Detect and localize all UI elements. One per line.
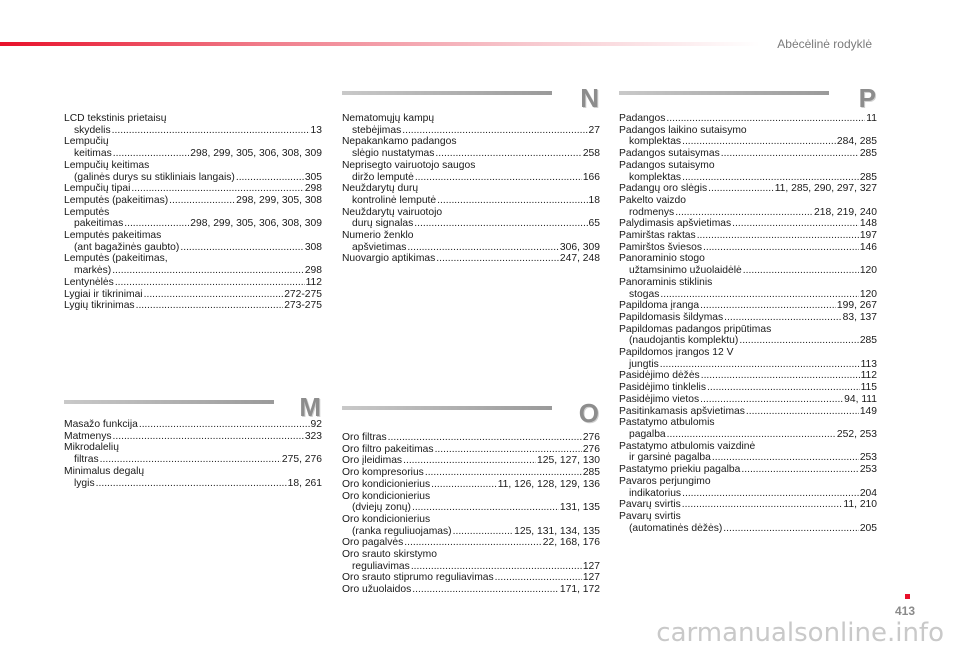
entry-term: Palydimasis apšvietimas <box>619 218 732 230</box>
leader-dots <box>388 432 582 444</box>
entry-term: keitimas <box>74 148 112 160</box>
entry-pages: 148 <box>859 218 877 230</box>
index-entry <box>64 160 322 183</box>
entry-term: Oro pagalvės <box>342 537 404 549</box>
leader-dots <box>682 172 859 184</box>
entry-pages: 258 <box>582 148 600 160</box>
entry-pages: 125, 131, 134, 135 <box>514 525 600 537</box>
entry-pages: 127 <box>582 560 600 572</box>
leader-dots <box>666 113 865 125</box>
leader-dots <box>746 406 859 418</box>
entry-pages: 298 <box>304 265 322 277</box>
entry-pages: 298, 299, 305, 308 <box>236 194 322 206</box>
index-entry <box>64 466 322 489</box>
leader-dots <box>236 172 304 184</box>
index-entry <box>619 242 877 254</box>
leader-dots <box>131 183 303 195</box>
index-entry <box>342 207 600 230</box>
leader-dots <box>139 419 310 431</box>
leader-dots <box>404 537 541 549</box>
index-entry <box>619 183 877 195</box>
entry-term: Masažo funkcija <box>64 419 138 430</box>
entry-term: Pasidėjimo dėžės <box>619 370 700 382</box>
entry-term: Nematomųjų kampų <box>342 113 435 124</box>
entry-pages: 323 <box>304 430 322 442</box>
page-header-title: Abėcėlinė rodyklė <box>777 37 872 51</box>
entry-term: lygis <box>74 477 95 489</box>
entry-pages: 275, 276 <box>281 454 322 466</box>
divider-bar <box>342 91 552 95</box>
index-entry <box>619 511 877 534</box>
entry-pages: 18 <box>588 194 600 206</box>
entry-term: indikatorius <box>629 487 682 499</box>
entry-term: skydelis <box>74 124 111 136</box>
leader-dots <box>700 394 843 406</box>
entry-pages: 205 <box>859 522 877 534</box>
leader-dots <box>431 479 497 491</box>
leader-dots <box>708 183 774 195</box>
entry-term: pakeitimas <box>74 218 124 230</box>
index-entry <box>619 312 877 324</box>
index-entry <box>342 160 600 183</box>
index-entry <box>64 195 322 207</box>
divider-bar <box>342 406 552 410</box>
entry-term: Oro kondicionierius <box>342 513 431 525</box>
index-entry <box>619 417 877 440</box>
entry-term: Lempučių keitimas <box>64 159 150 171</box>
entry-pages: 22, 168, 176 <box>542 537 600 549</box>
entry-pages: 131, 135 <box>559 502 600 514</box>
index-entry <box>619 300 877 312</box>
index-entry <box>619 347 877 370</box>
leader-dots <box>414 218 587 230</box>
entry-pages: 285 <box>859 171 877 183</box>
entry-term: (ant bagažinės gaubto) <box>74 241 180 253</box>
leader-dots <box>96 478 287 490</box>
entry-term: Lemputės (pakeitimas, <box>64 253 168 265</box>
entry-pages: 112 <box>305 276 322 288</box>
leader-dots <box>412 502 559 514</box>
leader-dots <box>402 125 587 137</box>
index-entry <box>342 537 600 549</box>
entry-pages: 306, 309 <box>559 241 600 253</box>
index-entry <box>619 195 877 218</box>
entry-term: Panoraminio stogo <box>619 253 705 265</box>
entry-term: Pavaros perjungimo <box>619 475 711 487</box>
entry-term: ir garsinė pagalba <box>629 452 711 464</box>
leader-dots <box>412 584 559 596</box>
index-entry <box>619 476 877 499</box>
leader-dots <box>495 572 582 584</box>
entry-term: (galinės durys su stikliniais langais) <box>74 171 235 183</box>
entry-term: Lemputės (pakeitimas) <box>64 194 169 206</box>
leader-dots <box>682 136 836 148</box>
entry-term: Oro srauto stiprumo reguliavimas <box>342 572 494 584</box>
leader-dots <box>700 300 836 312</box>
leader-dots <box>435 148 581 160</box>
index-entry <box>342 467 600 479</box>
entry-pages: 197 <box>859 230 877 242</box>
entry-pages: 120 <box>859 265 877 277</box>
entry-pages: 285 <box>859 335 877 347</box>
section-letter: P <box>858 83 877 113</box>
leader-dots <box>403 455 536 467</box>
leader-dots <box>712 452 859 464</box>
watermark: carmanualsonline.info <box>656 618 944 648</box>
entry-term: Oro kondicionierius <box>342 490 431 502</box>
entry-term: apšvietimas <box>352 241 407 253</box>
entry-pages: 285 <box>859 148 877 160</box>
index-column-1-m <box>64 419 322 489</box>
entry-term: Nuovargio aptikimas <box>342 253 436 265</box>
leader-dots <box>741 464 858 476</box>
index-entry <box>619 406 877 418</box>
index-entry <box>342 455 600 467</box>
index-entry <box>619 499 877 511</box>
entry-term: Pastatymo atbulomis <box>619 417 715 429</box>
entry-pages: 252, 253 <box>836 428 877 440</box>
leader-dots <box>112 125 310 137</box>
leader-dots <box>453 526 514 538</box>
entry-term: Oro užuolaidos <box>342 584 412 596</box>
index-entry <box>342 584 600 596</box>
entry-term: diržo lemputė <box>352 171 414 183</box>
index-entry <box>619 148 877 160</box>
entry-term: markės) <box>74 265 112 277</box>
entry-term: Pasitinkamasis apšvietimas <box>619 405 745 417</box>
index-entry <box>342 432 600 444</box>
entry-term: Lygių tikrinimas <box>64 300 135 312</box>
index-entry <box>619 218 877 230</box>
entry-pages: 113 <box>860 358 877 370</box>
entry-term: komplektas <box>629 136 682 148</box>
leader-dots <box>407 242 559 254</box>
index-entry <box>342 253 600 265</box>
entry-term: Padangų oro slėgis <box>619 183 708 195</box>
leader-dots <box>703 242 859 254</box>
entry-pages: 92 <box>310 419 322 430</box>
entry-term: Lygiai ir tikrinimai <box>64 288 143 300</box>
entry-term: Lempučių tipai <box>64 183 131 195</box>
entry-pages: 83, 137 <box>842 311 877 323</box>
leader-dots <box>743 265 859 277</box>
index-entry <box>342 491 600 514</box>
index-entry <box>342 514 600 537</box>
entry-term: jungtis <box>629 358 659 370</box>
entry-term: Pastatymo priekiu pagalba <box>619 464 741 476</box>
entry-pages: 273-275 <box>284 300 322 312</box>
index-entry <box>342 444 600 456</box>
entry-term: Pasidėjimo vietos <box>619 393 700 405</box>
leader-dots <box>437 195 587 207</box>
leader-dots <box>682 499 843 511</box>
entry-pages: 218, 219, 240 <box>814 206 877 218</box>
index-entry <box>64 442 322 465</box>
entry-term: Panoraminis stiklinis <box>619 276 713 288</box>
entry-pages: 284, 285 <box>836 136 877 148</box>
entry-term: Neuždarytų vairuotojo <box>342 206 443 218</box>
entry-term: slėgio nustatymas <box>352 148 435 160</box>
entry-term: Pasidėjimo tinklelis <box>619 382 706 394</box>
entry-pages: 115 <box>860 382 877 394</box>
entry-term: Neuždarytų durų <box>342 183 419 195</box>
entry-term: Pastatymo atbulomis vaizdinė <box>619 440 756 452</box>
entry-pages: 276 <box>582 432 600 443</box>
entry-term: Matmenys <box>64 430 112 442</box>
index-entry <box>342 549 600 572</box>
entry-pages: 247, 248 <box>559 253 600 265</box>
leader-dots <box>113 431 304 443</box>
entry-term: Papildomas padangos pripūtimas <box>619 323 772 335</box>
entry-pages: 298, 299, 305, 306, 308, 309 <box>190 218 322 230</box>
entry-term: Padangos <box>619 113 666 124</box>
entry-pages: 11, 210 <box>843 499 877 511</box>
entry-pages: 305 <box>304 171 322 183</box>
divider-bar <box>619 91 829 95</box>
entry-pages: 18, 261 <box>287 477 322 489</box>
entry-term: Papildomos įrangos 12 V <box>619 347 734 359</box>
index-entry <box>64 277 322 289</box>
index-column-2 <box>342 113 600 265</box>
index-entry <box>64 207 322 230</box>
leader-dots <box>425 467 582 479</box>
entry-pages: 94, 111 <box>844 393 877 405</box>
entry-term: Padangos laikino sutaisymo <box>619 124 747 136</box>
leader-dots <box>115 277 305 289</box>
leader-dots <box>660 289 858 301</box>
entry-pages: 253 <box>859 464 877 476</box>
index-entry <box>342 183 600 206</box>
entry-term: stebėjimas <box>352 124 402 136</box>
entry-term: Padangos sutaisymo <box>619 159 715 171</box>
leader-dots <box>113 148 190 160</box>
leader-dots <box>435 444 582 456</box>
entry-term: LCD tekstinis prietaisų <box>64 113 167 124</box>
leader-dots <box>415 172 582 184</box>
entry-term: Pavarų svirtis <box>619 499 681 511</box>
leader-dots <box>180 242 303 254</box>
entry-pages: 13 <box>310 124 322 136</box>
entry-pages: 308 <box>304 241 322 253</box>
index-entry <box>619 324 877 347</box>
entry-term: Oro srauto skirstymo <box>342 549 437 561</box>
entry-term: Mikrodalelių <box>64 442 119 454</box>
entry-term: Pamirštos šviesos <box>619 241 702 253</box>
leader-dots <box>701 370 860 382</box>
header-accent-bar <box>0 42 760 46</box>
entry-pages: 27 <box>588 124 600 136</box>
leader-dots <box>724 312 841 324</box>
entry-pages: 146 <box>859 241 877 253</box>
entry-term: Pavarų svirtis <box>619 510 681 522</box>
leader-dots <box>721 148 859 160</box>
entry-term: Padangos sutaisymas <box>619 148 720 160</box>
leader-dots <box>739 335 858 347</box>
entry-pages: 120 <box>859 288 877 300</box>
page-marker <box>905 594 910 599</box>
entry-pages: 112 <box>860 370 877 382</box>
entry-term: stogas <box>629 288 660 300</box>
entry-pages: 166 <box>582 171 600 183</box>
leader-dots <box>723 523 859 535</box>
entry-pages: 11, 126, 128, 129, 136 <box>497 478 600 490</box>
index-entry <box>619 370 877 382</box>
index-column-3 <box>619 113 877 534</box>
entry-term: Pamirštas raktas <box>619 230 696 242</box>
entry-term: Lemputės pakeitimas <box>64 230 162 242</box>
entry-term: durų signalas <box>352 218 414 230</box>
index-entry <box>619 441 877 464</box>
index-entry <box>619 382 877 394</box>
entry-term: Papildoma įranga <box>619 300 700 312</box>
entry-pages: 11 <box>866 113 877 124</box>
entry-term: Oro kondicionierius <box>342 478 431 490</box>
leader-dots <box>707 382 860 394</box>
entry-pages: 285 <box>582 467 600 479</box>
index-entry <box>64 136 322 159</box>
leader-dots <box>411 561 582 573</box>
section-divider-o <box>342 398 600 434</box>
leader-dots <box>112 265 304 277</box>
index-entry <box>342 572 600 584</box>
index-entry <box>619 394 877 406</box>
index-entry <box>64 419 322 431</box>
index-entry <box>619 113 877 125</box>
entry-term: (dviejų zonų) <box>352 502 411 514</box>
entry-term: kontrolinė lemputė <box>352 194 437 206</box>
entry-term: Oro kompresorius <box>342 467 424 479</box>
entry-term: pagalba <box>629 428 666 440</box>
entry-pages: 199, 267 <box>836 300 877 312</box>
entry-pages: 11, 285, 290, 297, 327 <box>774 183 877 195</box>
leader-dots <box>436 253 559 265</box>
entry-term: Lemputės <box>64 206 110 218</box>
index-entry <box>64 113 322 136</box>
entry-term: filtras <box>74 454 99 466</box>
entry-term: Oro filtro pakeitimas <box>342 443 434 455</box>
index-column-1 <box>64 113 322 312</box>
entry-pages: 276 <box>582 443 600 455</box>
page-number: 413 <box>894 604 915 618</box>
divider-bar <box>64 400 274 404</box>
leader-dots <box>100 454 281 466</box>
entry-term: Minimalus degalų <box>64 465 145 477</box>
index-entry <box>342 479 600 491</box>
entry-term: (ranka reguliuojamas) <box>352 525 452 537</box>
index-entry <box>619 464 877 476</box>
section-letter: N <box>580 83 600 113</box>
entry-term: Papildomasis šildymas <box>619 311 724 323</box>
index-entry <box>619 125 877 148</box>
entry-pages: 127 <box>582 572 600 584</box>
entry-pages: 65 <box>588 218 600 230</box>
entry-pages: 204 <box>859 487 877 499</box>
entry-term: Neprisegto vairuotojo saugos <box>342 159 476 171</box>
index-entry <box>64 253 322 276</box>
entry-term: (automatinės dėžės) <box>629 522 723 534</box>
entry-term: komplektas <box>629 171 682 183</box>
index-entry <box>342 230 600 253</box>
index-entry <box>64 300 322 312</box>
leader-dots <box>732 218 859 230</box>
leader-dots <box>136 300 284 312</box>
index-entry <box>64 230 322 253</box>
entry-pages: 298 <box>304 183 322 195</box>
entry-term: rodmenys <box>629 206 675 218</box>
leader-dots <box>697 230 859 242</box>
entry-term: užtamsinimo užuolaidėlė <box>629 265 742 277</box>
index-entry <box>342 136 600 159</box>
section-letter: M <box>299 392 322 422</box>
entry-pages: 298, 299, 305, 306, 308, 309 <box>190 148 322 160</box>
entry-pages: 149 <box>859 405 877 417</box>
entry-pages: 272-275 <box>284 288 322 300</box>
entry-term: Lentynėlės <box>64 276 114 288</box>
index-entry <box>619 253 877 276</box>
entry-term: Pakelto vaizdo <box>619 194 686 206</box>
index-entry <box>619 230 877 242</box>
leader-dots <box>667 429 836 441</box>
entry-pages: 253 <box>859 452 877 464</box>
index-entry <box>619 160 877 183</box>
leader-dots <box>144 289 284 301</box>
entry-pages: 171, 172 <box>559 584 600 596</box>
index-entry <box>619 277 877 300</box>
entry-term: (naudojantis komplektu) <box>629 335 739 347</box>
entry-term: Oro įleidimas <box>342 455 403 467</box>
entry-term: Lempučių <box>64 136 109 148</box>
index-entry <box>64 431 322 443</box>
index-entry <box>64 183 322 195</box>
entry-pages: 125, 127, 130 <box>537 455 600 467</box>
entry-term: Numerio ženklo <box>342 230 414 242</box>
entry-term: reguliavimas <box>352 560 410 572</box>
leader-dots <box>682 488 859 500</box>
leader-dots <box>675 207 813 219</box>
index-entry <box>342 113 600 136</box>
section-letter: O <box>578 398 600 428</box>
index-entry <box>64 289 322 301</box>
leader-dots <box>124 218 189 230</box>
leader-dots <box>169 195 235 207</box>
index-column-2-o <box>342 432 600 596</box>
entry-term: Nepakankamo padangos <box>342 136 457 148</box>
entry-term: Oro filtras <box>342 432 387 443</box>
leader-dots <box>660 359 860 371</box>
